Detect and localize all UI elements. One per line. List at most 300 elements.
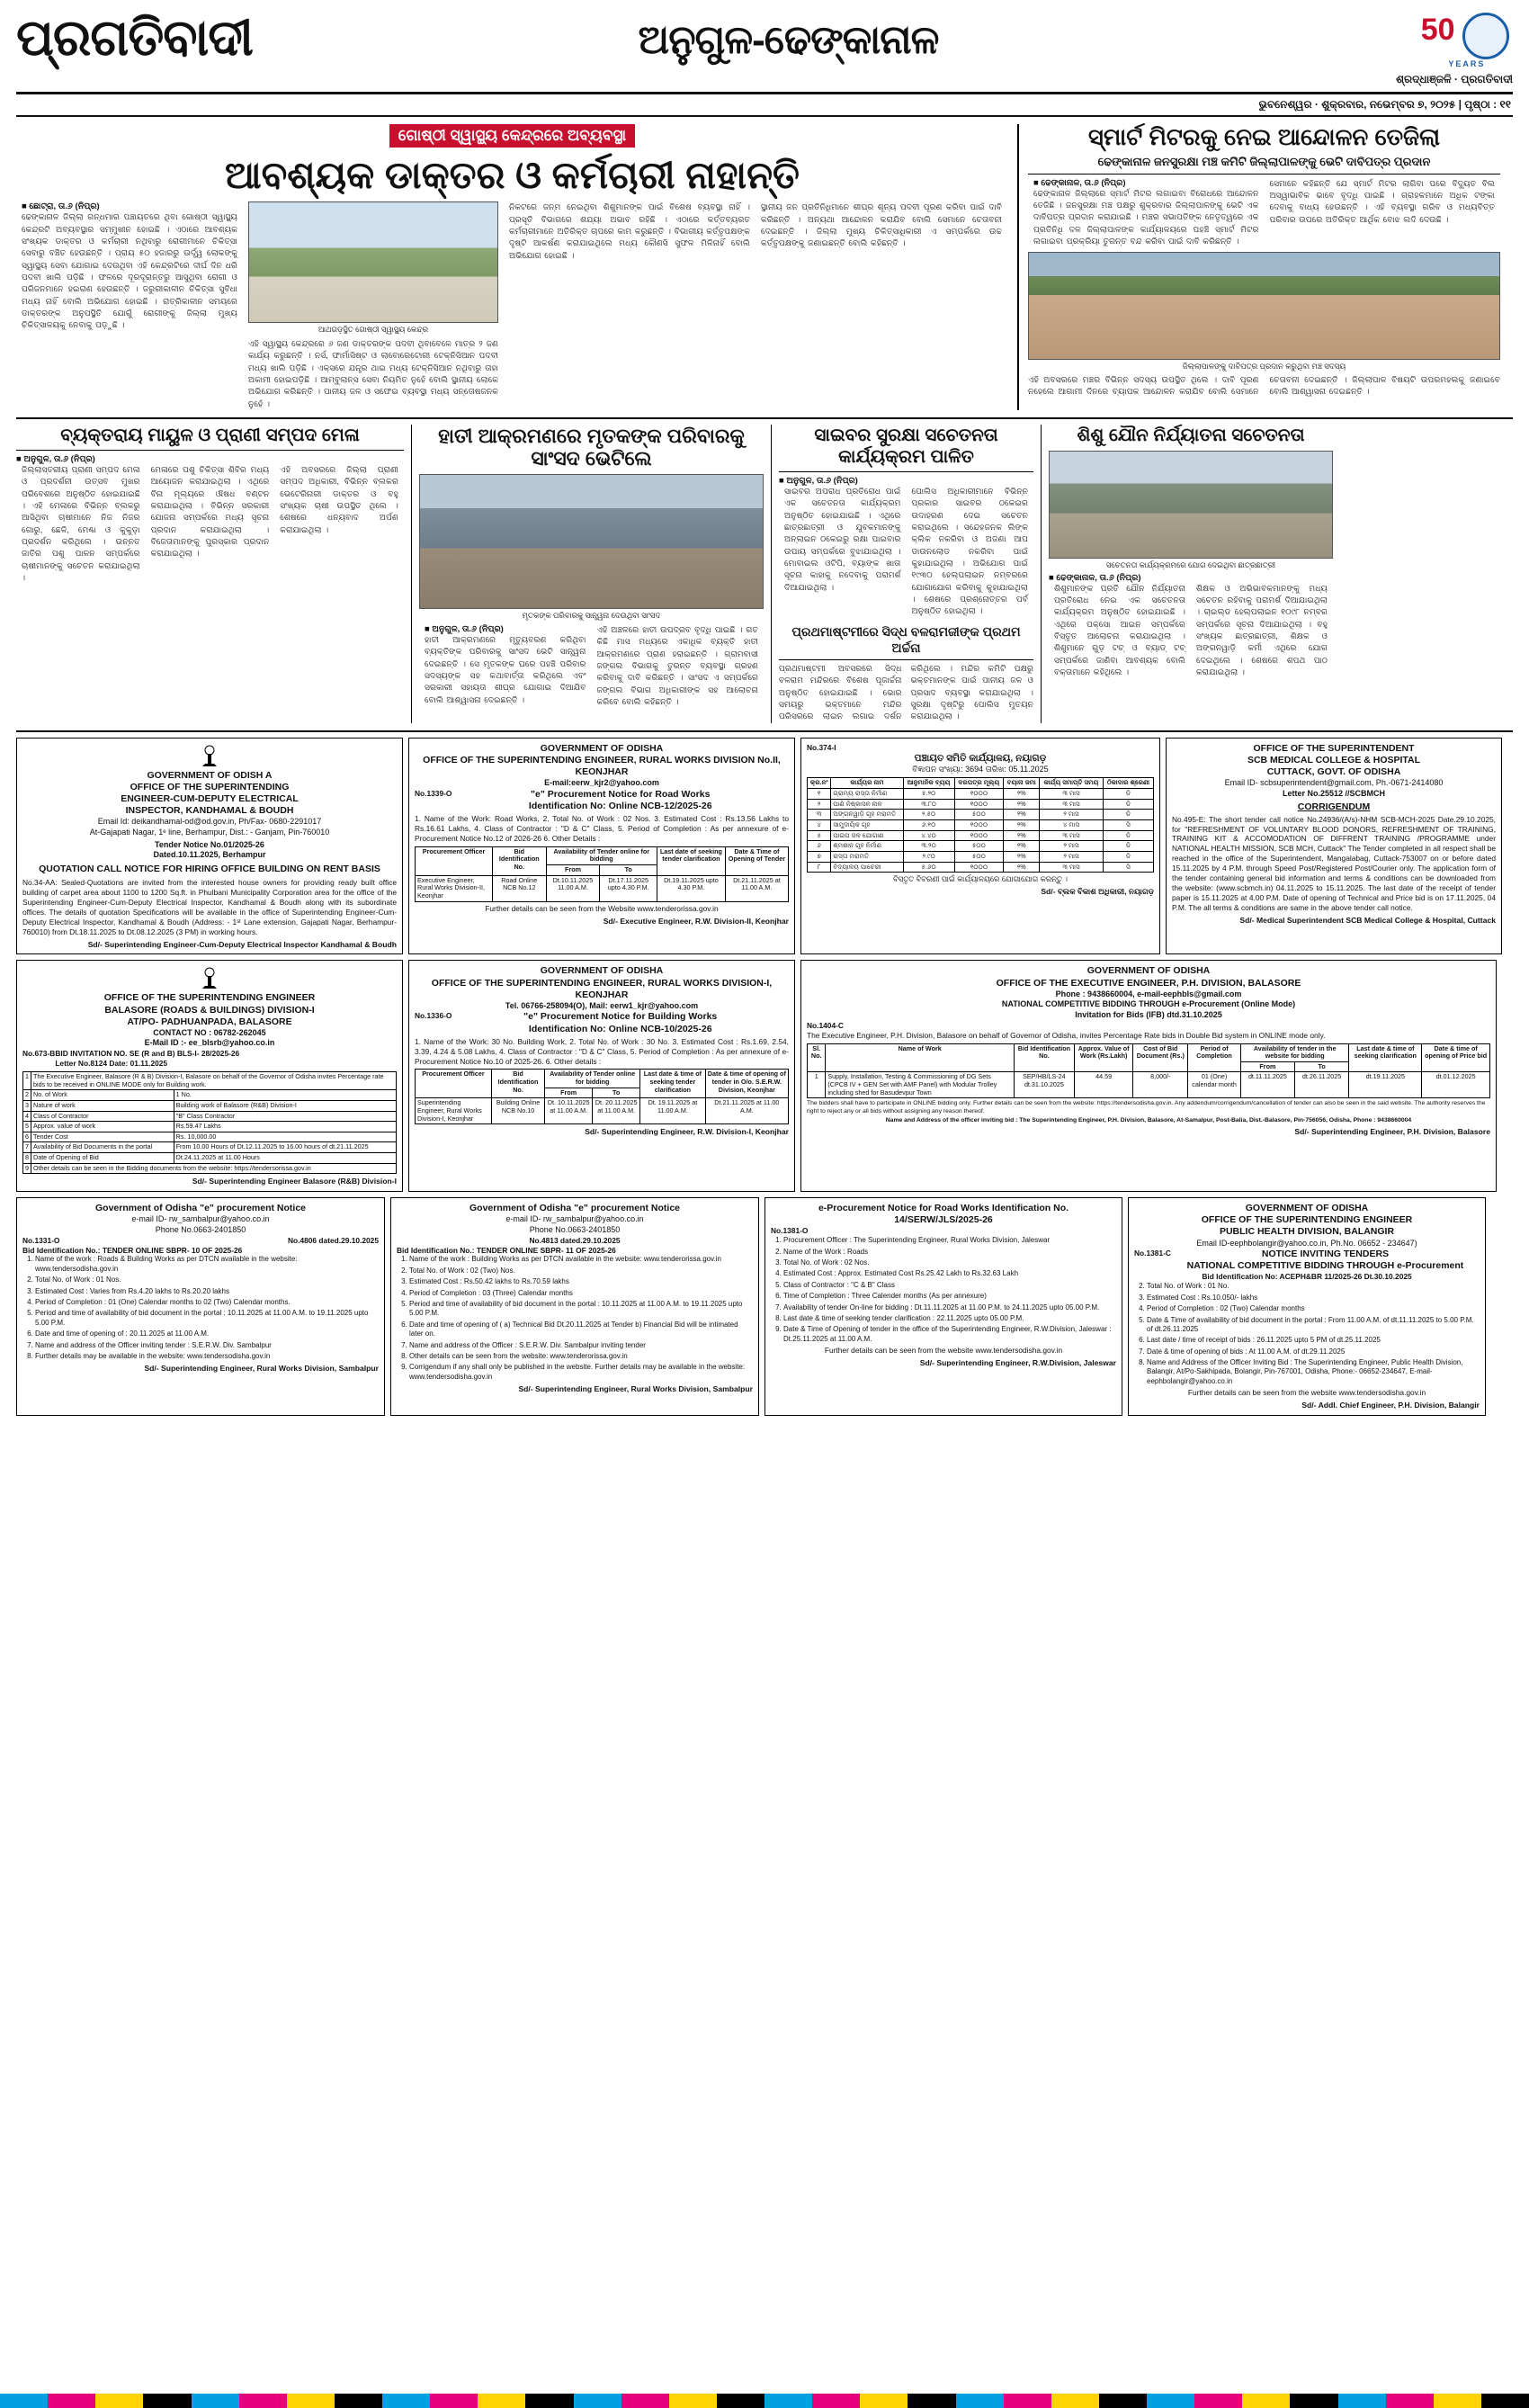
- blr-r3c0: 4: [23, 1111, 31, 1122]
- sb1-phone: Phone No.0663-2401850: [155, 1224, 246, 1234]
- list-item: 6. Time of Completion : Three Calender months (As per annexure): [783, 1292, 1116, 1301]
- tender-keonjhar-rwd1: [408, 960, 795, 1192]
- shishu-col-2: [1191, 583, 1333, 679]
- phb-td-4: 8,000/-: [1133, 1072, 1188, 1098]
- kj2-td-5: Dt.21.11.2025 at 11.00 A.M.: [725, 875, 788, 901]
- ps-r7c4: ୨%: [1004, 862, 1040, 873]
- shishu-photo-caption: ସଚେତନତା କାର୍ଯ୍ୟକ୍ରମରେ ଯୋଗ ଦେଇଥିବା ଛାତ୍ରଛାତ୍ରୀ: [1105, 559, 1276, 569]
- blr-r6c1: Availability of Bid Documents in the portal: [31, 1142, 174, 1153]
- table-row: [808, 862, 1154, 873]
- shishu-text-2: ଶିକ୍ଷକ ଓ ଅଭିଭାବକମାନଙ୍କୁ ମଧ୍ୟ ସଚେତନ ରହିବାକୁ ପରାମର୍ଶ ଦିଆଯାଇଥିଲା । ଚାଇଲ୍ଡ ହେଲ୍ପଲାଇନ ୧୦୯୮ ନମ୍ବର ସମ୍ପର୍କରେ ସୂଚନା ଦିଆଯାଇଥିଲା । ବହୁ ସଂଖ୍ୟକ ଛାତ୍ରଛାତ୍ରୀ, ଶିକ୍ଷକ ଓ ଅଙ୍ଗନୱାଡ଼ି କର୍ମୀ ଏଥିରେ ଯୋଗ ଦେଇଥିଲେ । ଶେଷରେ ଶପଥ ପାଠ କରାଯାଇଥିଲା ।: [1196, 583, 1328, 676]
- list-item: 9. Corrigendum if any shall only be published in the website. Further details may be available in the website: www.tendersodisha.gov.in: [409, 1363, 753, 1382]
- color-registration-block: [382, 2394, 430, 2408]
- cyber-dateline: ■ ଅନୁଗୁଳ, ତା.୬ (ନିପ୍ର): [779, 475, 858, 486]
- lead-story: [16, 124, 1019, 410]
- anniversary-block: [1324, 13, 1513, 86]
- list-item: 1. Name of the work : Building Works as per DTCN available in the website: www.tenderorissa.gov.in: [409, 1255, 753, 1264]
- ps-r5c2: ୩.୨୦: [903, 841, 954, 852]
- kj1-header-0: GOVERNMENT OF ODISHA: [540, 965, 664, 977]
- lead-text-4: ସ୍ଥାନୀୟ ଜନ ପ୍ରତିନିଧିମାନେ ଶୀଘ୍ର ଶୂନ୍ୟ ପଦବୀ ପୂରଣ କରିବା ପାଇଁ ଦାବି କରିଛନ୍ତି । ଅନ୍ୟଥା ଆନ୍ଦୋଳନ କରାଯିବ ବୋଲି ସେମାନେ ଚେତାବନୀ ଦେଇଛନ୍ତି । ଜିଲ୍ଲା ମୁଖ୍ୟ ଚିକିତ୍ସାଧିକାରୀ ଏ ସମ୍ପର୍କରେ ଉଚ୍ଚ କର୍ତ୍ତୃପକ୍ଷଙ୍କୁ ଜଣାଇଛନ୍ତି ବୋଲି କହିଛନ୍ତି ।: [761, 202, 1002, 248]
- table-row: [23, 1071, 397, 1089]
- shishu-col-1: [1049, 583, 1191, 679]
- hati-dateline: ■ ଅନୁଗୁଳ, ତା.୬ (ନିପ୍ର): [425, 624, 504, 635]
- list-item: 8. Last date & time of seeking tender clarification : 22.11.2025 upto 05.00 P.M.: [783, 1314, 1116, 1323]
- kj2-title: "e" Procurement Notice for Road Works: [531, 788, 711, 800]
- kj1-td-2: Dt. 10.11.2025 at 11.00 A.M.: [545, 1098, 593, 1124]
- list-item: 3. Estimated Cost : Rs.50.42 lakhs to Rs.70.59 lakhs: [409, 1277, 753, 1286]
- phb-td-6: dt.11.11.2025: [1240, 1072, 1294, 1098]
- blr-r5c1: Tender Cost: [31, 1132, 174, 1142]
- tender-row-1: [16, 738, 1513, 955]
- hati-headline: ହାତୀ ଆକ୍ରମଣରେ ମୃତକଙ୍କ ପରିବାରକୁ ସାଂସଦ ଭେଟିଲେ: [438, 424, 745, 470]
- hati-photo: [419, 474, 764, 609]
- story-hati: [412, 425, 772, 723]
- ps-r2c6: ଡି: [1103, 810, 1153, 820]
- ps-th-4: ବୟାନା ଜମା: [1004, 778, 1040, 789]
- jl-footer: Further details can be seen from the website www.tendersodisha.gov.in: [824, 1346, 1063, 1356]
- color-registration-block: [287, 2394, 335, 2408]
- color-registration-strip: [0, 2394, 1529, 2408]
- ps-r0c3: ୧୦୦୦: [954, 789, 1004, 800]
- shishu-body: [1049, 583, 1333, 679]
- ps-r5c3: ୫୦୦: [954, 841, 1004, 852]
- phb-th-8: Last date & time of seeking clarification: [1349, 1043, 1422, 1072]
- color-registration-block: [669, 2394, 717, 2408]
- scb-header-1: SCB MEDICAL COLLEGE & HOSPITAL: [1247, 754, 1421, 765]
- pbg-subtitle: NATIONAL COMPETITIVE BIDDING THROUGH e-Procurement: [1186, 1260, 1464, 1272]
- color-registration-block: [574, 2394, 621, 2408]
- tender-row-2: [16, 960, 1513, 1192]
- kj1-th-2: Availability of Tender online for bidding: [545, 1070, 640, 1088]
- cyber-headline: ସାଇବର ସୁରକ୍ଷା ସଚେତନତା କାର୍ଯ୍ୟକ୍ରମ ପାଳିତ: [814, 425, 998, 467]
- shishu-photo: [1049, 451, 1333, 559]
- blr-r4c1: Approx. value of work: [31, 1122, 174, 1132]
- kj2-header-0: GOVERNMENT OF ODISHA: [540, 742, 664, 754]
- masthead: [16, 9, 1513, 94]
- ps-r2c3: ୫୦୦: [954, 810, 1004, 820]
- table-row: [808, 830, 1154, 841]
- blr-header-1: BALASORE (ROADS & BUILDINGS) DIVISION-I: [104, 1004, 315, 1016]
- kj1-th-sub-0: From: [545, 1088, 593, 1098]
- kj1-contact: Tel. 06766-258094(O), Mail: eerw1_kjr@yahoo.com: [505, 1000, 699, 1010]
- list-item: 2. Total No. of Work : 01 No.: [1147, 1282, 1480, 1291]
- ps-r3c2: ୬.୧୦: [903, 820, 954, 831]
- ps-table: [807, 777, 1154, 873]
- color-registration-block: [1004, 2394, 1051, 2408]
- color-registration-block: [908, 2394, 955, 2408]
- sb2-signature: Sd/- Superintending Engineer, Rural Works Division, Sambalpur: [518, 1384, 753, 1394]
- ps-r1c0: ୨: [808, 799, 831, 810]
- color-registration-block: [812, 2394, 860, 2408]
- ps-r7c2: ୫.୬୦: [903, 862, 954, 873]
- blr-r6c0: 7: [23, 1142, 31, 1153]
- ps-no: No.374-I: [807, 742, 836, 752]
- blr-r4c2: Rs.59.47 Lakhs: [174, 1122, 396, 1132]
- blr-no: No.673-B: [22, 1049, 56, 1059]
- kj2-table: [415, 846, 789, 902]
- list-item: 3. Total No. of Work : 02 Nos.: [783, 1258, 1116, 1267]
- tender-jaleswar: [764, 1197, 1122, 1416]
- ps-r2c4: ୨%: [1004, 810, 1040, 820]
- blr-letter: Letter No.8124 Date: 01.11.2025: [55, 1059, 168, 1069]
- smartmeter-dateline: ■ ଢେଙ୍କାନାଳ, ତା.୬ (ନିପ୍ର): [1033, 177, 1126, 188]
- phb-no: No.1404-C: [807, 1020, 844, 1030]
- phb-body: The Executive Engineer, P.H. Division, Balasore on behalf of Governor of Odisha, invites Percentage Rate bids in Double Bid system in ONLINE mode only.: [807, 1030, 1326, 1040]
- color-registration-block: [1194, 2394, 1242, 2408]
- blr-r7c1: Date of Opening of Bid: [31, 1153, 174, 1164]
- anniversary-years-label: YEARS: [1448, 59, 1486, 68]
- tender-scb-corrigendum: [1166, 738, 1502, 955]
- lead-dateline: ■ ଛୋଟ୍ରା, ତା.୬ (ନିପ୍ର): [22, 201, 100, 212]
- phb-th-sub-1: To: [1294, 1061, 1349, 1072]
- ps-r6c4: ୨%: [1004, 851, 1040, 862]
- ps-r3c4: ୨%: [1004, 820, 1040, 831]
- government-emblem-icon: [198, 743, 221, 770]
- government-emblem-icon: [198, 965, 221, 992]
- cyber-sub-headline: ପ୍ରଥମାଷ୍ଟମୀରେ ସିଦ୍ଧ ବଳରାମଜୀଙ୍କ ପ୍ରଥମ ଅର୍ଚ୍ଚନା: [791, 623, 1021, 655]
- ps-r0c2: ୫.୨୦: [903, 789, 954, 800]
- list-item: 8. Further details may be available in the website: www.tendersodisha.gov.in: [35, 1352, 379, 1361]
- kb-header-1: OFFICE OF THE SUPERINTENDING: [130, 781, 290, 792]
- sb1-items: [22, 1255, 379, 1361]
- list-item: 4. Estimated Cost : Approx. Estimated Cost Rs.25.42 Lakh to Rs.32.63 Lakh: [783, 1269, 1116, 1278]
- blr-r7c0: 8: [23, 1153, 31, 1164]
- newspaper-logo: ପ୍ରଗତିବାଦୀ: [16, 9, 253, 66]
- list-item: 7. Date & time of opening of bids : At 11.00 A.M. of dt.29.11.2025: [1147, 1347, 1480, 1356]
- pbg-header-2: PUBLIC HEALTH DIVISION, BALANGIR: [1219, 1226, 1395, 1238]
- list-item: 4. Period of Completion : 02 (Two) Calendar months: [1147, 1304, 1480, 1313]
- hati-col-2: [592, 624, 764, 708]
- color-registration-block: [1290, 2394, 1337, 2408]
- kj2-footer: Further details can be seen from the Website www.tenderorissa.gov.in: [485, 903, 719, 913]
- list-item: 5. Date & Time of availability of bid document in the portal : From 11.00 A.M. of dt.11.11.2025 to 5.00 P.M. of dt.26.11.2025: [1147, 1316, 1480, 1335]
- scb-header-2: CUTTACK, GOVT. OF ODISHA: [1266, 766, 1401, 777]
- ps-r4c4: ୨%: [1004, 830, 1040, 841]
- hati-text-2: ଏହି ଅଞ୍ଚଳରେ ହାତୀ ଉପଦ୍ରବ ବୃଦ୍ଧି ପାଇଛି । ଗତ କିଛି ମାସ ମଧ୍ୟରେ ଏକାଧିକ ବ୍ୟକ୍ତି ହାତୀ ଆକ୍ରମଣରେ ପ୍ରାଣ ହରାଇଛନ୍ତି । ଗ୍ରାମବାସୀ ଜଙ୍ଗଲ ବିଭାଗକୁ ତୁରନ୍ତ ବ୍ୟବସ୍ଥା ଗ୍ରହଣ କରିବାକୁ ଦାବି କରିଛନ୍ତି । ସାଂସଦ ଏ ସମ୍ପର୍କରେ ଜଙ୍ଗଲ ବିଭାଗ ଅଧିକାରୀଙ୍କ ସହ ଆଲୋଚନା କରିବେ ବୋଲି କହିଛନ୍ତି ।: [596, 625, 758, 707]
- tender-col-mid: [408, 738, 795, 955]
- lead-col-4: [756, 201, 1007, 410]
- tender-sambalpur-2: [390, 1197, 759, 1416]
- lead-text-1: ଢେଙ୍କାନାଳ ଜିଲ୍ଲା ଗନ୍ଧମାର ପଞ୍ଚାୟତରେ ଥିବା ଗୋଷ୍ଠୀ ସ୍ୱାସ୍ଥ୍ୟ କେନ୍ଦ୍ରଟି ଅବ୍ୟବସ୍ଥାର ସମ୍ମୁଖୀନ ହୋଇଛି । ଏଠାରେ ଆବଶ୍ୟକ ସଂଖ୍ୟକ ଡାକ୍ତର ଓ କର୍ମଚାରୀ ନଥିବାରୁ ରୋଗୀମାନେ ଚିକିତ୍ସା ସେବାରୁ ବଞ୍ଚିତ ହେଉଛନ୍ତି । ପ୍ରାୟ ୫୦ ହଜାରରୁ ଊର୍ଦ୍ଧ୍ୱ ଲୋକଙ୍କୁ ସ୍ୱାସ୍ଥ୍ୟ ସେବା ଯୋଗାଇ ଦେଉଥିବା ଏହି କେନ୍ଦ୍ରଟିରେ ଦୀର୍ଘ ଦିନ ଧରି ପଦବୀ ଖାଲି ପଡ଼ିଛି । ଫଳରେ ଦୂରଦୂରାନ୍ତରୁ ଆସୁଥିବା ରୋଗୀ ଓ ପରିଜନମାନେ ହଇରାଣ ହେଉଛନ୍ତି । ଜରୁରୀକାଳୀନ ଚିକିତ୍ସା ସୁବିଧା ମଧ୍ୟ ନାହିଁ ବୋଲି ଅଭିଯୋଗ ହୋଇଛି । ରାତ୍ରିକାଳୀନ ସମୟରେ ଡାକ୍ତରଙ୍କ ଅନୁପସ୍ଥିତି ଯୋଗୁଁ ରୋଗୀଙ୍କୁ ଜିଲ୍ଲା ମୁଖ୍ୟ ଚିକିତ୍ସାଳୟକୁ ନେବାକୁ ପଡ଼ୁଛି ।: [22, 212, 237, 330]
- kj2-td-0: Executive Engineer, Rural Works Division-II, Keonjhar: [416, 875, 493, 901]
- jl-items: [771, 1236, 1116, 1344]
- kj2-body: 1. Name of the Work: Road Works, 2. Total No. of Work : 02 Nos. 3. Estimated Cost : Rs.13.56 Lakhs to Rs.16.61 Lakhs, 4. Class of Contractor : "D & C" Class, 5. Period of Completion : As per annexure of e-Procurement Notice No.12 of 2026-26 6. Other Details :: [415, 814, 789, 843]
- list-item: 6. Date and time of opening of : 20.11.2025 at 11.00 A.M.: [35, 1329, 379, 1338]
- ps-r7c3: ୧୦୦୦: [954, 862, 1004, 873]
- smartmeter-headline: ସ୍ମାର୍ଟ ମିଟରକୁ ନେଇ ଆନ୍ଦୋଳନ ତେଜିଲା: [1087, 123, 1441, 150]
- color-registration-block: [1481, 2394, 1529, 2408]
- ps-r4c2: ୪.୪୦: [903, 830, 954, 841]
- story-cyber: [772, 425, 1042, 723]
- kj1-td-5: Dt.21.11.2025 at 11.00 A.M.: [705, 1098, 788, 1124]
- table-row: [23, 1111, 397, 1122]
- smartmeter-col-2: [1265, 178, 1501, 248]
- table-row: [23, 1142, 397, 1153]
- lead-text-2: ଏହି ସ୍ୱାସ୍ଥ୍ୟ କେନ୍ଦ୍ରରେ ୬ ଜଣ ଡାକ୍ତରଙ୍କ ପଦବୀ ଥିବାବେଳେ ମାତ୍ର ୨ ଜଣ କାର୍ଯ୍ୟ କରୁଛନ୍ତି । ନର୍ସ, ଫାର୍ମାସିଷ୍ଟ ଓ ଲାବୋରେଟୋରୀ ଟେକ୍ନିସିଆନ ପଦବୀ ମଧ୍ୟ ଖାଲି ପଡ଼ିଛି । ଏକ୍ସରେ ଯନ୍ତ୍ର ଥାଇ ମଧ୍ୟ ଟେକ୍ନିସିଆନ ନଥିବାରୁ ତାହା ଅକାମୀ ହୋଇପଡ଼ିଛି । ଆମ୍ବୁଲାନ୍ସ ସେବା ନିୟମିତ ନୁହେଁ ବୋଲି ସ୍ଥାନୀୟ ଲୋକେ ଅଭିଯୋଗ କରିଛନ୍ତି । ପାନୀୟ ଜଳ ଓ ସଫେଇ ବ୍ୟବସ୍ଥା ମଧ୍ୟ ସନ୍ତୋଷଜନକ ନୁହେଁ ।: [248, 338, 498, 408]
- ps-r6c0: ୭: [808, 851, 831, 862]
- ps-r6c5: ୨ ମାସ: [1040, 851, 1104, 862]
- phb-th-5: Period of Completion: [1188, 1043, 1241, 1072]
- blr-r0c1: The Executive Engineer, Balasore (R & B) Division-I, Balasore on behalf of the Governor of Odisha invites Percentage rate bids to be received in ONLINE MODE only for Building work.: [31, 1071, 397, 1089]
- ps-r4c6: ଡି: [1103, 830, 1153, 841]
- smartmeter-col-1: [1028, 178, 1265, 248]
- kj1-td-1: Building Online NCB No.10: [491, 1098, 544, 1124]
- story-pashu-mela: [16, 425, 412, 723]
- blr-r3c1: Class of Contractor: [31, 1111, 174, 1122]
- blr-r5c0: 6: [23, 1132, 31, 1142]
- ps-r3c6: ସି: [1103, 820, 1153, 831]
- phb-th-6: Availability of tender in the website for bidding: [1240, 1043, 1348, 1061]
- kj2-no: No.1339-O: [415, 788, 452, 798]
- ps-meta: ବିଜ୍ଞାପନ ସଂଖ୍ୟା: 3694 ତାରିଖ: 05.11.2025: [912, 764, 1049, 774]
- shishu-headline: ଶିଶୁ ଯୌନ ନିର୍ଯ୍ୟାତନା ସଚେତନତା: [1077, 425, 1305, 445]
- ps-r2c2: ୨.୫୦: [903, 810, 954, 820]
- kj1-th-4: Last date & time of seeking tender clarification: [640, 1070, 706, 1098]
- kj1-th-sub-1: To: [593, 1088, 640, 1098]
- sb2-email: e-mail ID- rw_sambalpur@yahoo.co.in: [505, 1214, 644, 1224]
- kj2-th-5: Date & Time of Opening of Tender: [725, 846, 788, 875]
- table-row: [23, 1153, 397, 1164]
- list-item: 7. Name and address of the Officer inviting tender : S.E.R.W. Div. Sambalpur: [35, 1341, 379, 1350]
- scb-signature: Sd/- Medical Superintendent SCB Medical College & Hospital, Cuttack: [1239, 915, 1496, 925]
- phb-td-1: Supply, Installation, Testing & Commissioning of DG Sets (CPCB IV + GEN Set with AMF Panel) with Modular Trolley including shed for Basudevpur Town: [826, 1072, 1015, 1098]
- kj1-identification: Identification No: Online NCB-10/2025-26: [528, 1023, 712, 1034]
- kj2-th-4: Last date of seeking tender clarification: [657, 846, 725, 875]
- dateline-right: ଭୁବନେଶ୍ୱର · ଶୁକ୍ରବାର, ନଭେମ୍ବର ୭, ୨୦୨୫ | ପୃଷ୍ଠା : ୧୧: [1258, 98, 1511, 111]
- color-registration-block: [0, 2394, 48, 2408]
- list-item: 4. Period of Completion : 03 (Three) Calendar months: [409, 1289, 753, 1298]
- sb1-header: Government of Odisha "e" procurement Notice: [95, 1203, 306, 1214]
- color-registration-block: [956, 2394, 1004, 2408]
- table-row: [808, 799, 1154, 810]
- kj1-no: No.1336-O: [415, 1011, 452, 1021]
- color-registration-block: [621, 2394, 669, 2408]
- ps-th-0: କ୍ର.ନଂ: [808, 778, 831, 789]
- color-registration-block: [239, 2394, 287, 2408]
- smartmeter-text-1: ଢେଙ୍କାନାଳ ଜିଲ୍ଲାରେ ସ୍ମାର୍ଟ ମିଟର ଲଗାଇବା ବିରୋଧରେ ଆନ୍ଦୋଳନ ତେଜିଛି । ଜନସୁରକ୍ଷା ମଞ୍ଚ ପକ୍ଷରୁ ଶୁକ୍ରବାର ଜିଲ୍ଲାପାଳଙ୍କୁ ଭେଟି ଏକ ଦାବିପତ୍ର ପ୍ରଦାନ କରାଯାଇଛି । ମଞ୍ଚର ସଭାପତିଙ୍କ ନେତୃତ୍ୱରେ ଏକ ପ୍ରତିନିଧି ଦଳ ଜିଲ୍ଲାପାଳଙ୍କ କାର୍ଯ୍ୟାଳୟରେ ପହଞ୍ଚି ସ୍ମାର୍ଟ ମିଟର ଲଗାଇବା ପ୍ରକ୍ରିୟା ତୁରନ୍ତ ବନ୍ଦ କରିବା ପାଇଁ ଦାବି କରିଛନ୍ତି ।: [1033, 188, 1259, 246]
- color-registration-block: [430, 2394, 478, 2408]
- color-registration-block: [1386, 2394, 1434, 2408]
- ps-r0c5: ୩ ମାସ: [1040, 789, 1104, 800]
- ps-r7c5: ୩ ମାସ: [1040, 862, 1104, 873]
- pbg-title: NOTICE INVITING TENDERS: [1261, 1249, 1390, 1260]
- sb1-dated: No.4806 dated.29.10.2025: [287, 1235, 379, 1245]
- table-row: [808, 841, 1154, 852]
- lead-photo-caption: ଆଥଗଡ଼ସ୍ଥିତ ଗୋଷ୍ଠୀ ସ୍ୱାସ୍ଥ୍ୟ କେନ୍ଦ୍ର: [317, 325, 429, 335]
- table-row: [23, 1163, 397, 1174]
- blr-header-0: OFFICE OF THE SUPERINTENDING ENGINEER: [103, 992, 316, 1004]
- phb-td-0: 1: [808, 1072, 826, 1098]
- list-item: 3. Estimated Cost : Rs.10.050/- lakhs: [1147, 1294, 1480, 1302]
- color-registration-block: [1242, 2394, 1290, 2408]
- kj1-th-0: Procurement Officer: [416, 1070, 492, 1098]
- phb-header-1: OFFICE OF THE EXECUTIVE ENGINEER, P.H. DIVISION, BALASORE: [996, 977, 1301, 989]
- table-row: [808, 810, 1154, 820]
- kj1-body: 1. Name of the Work: 30 No. Building Work, 2. Total No. of Work : 30 No. 3. Estimated Cost : Rs.1.69, 2.54, 3.39, 4.24 & 5.08 Lakhs, 4. Class of Contractor : "D & C" Class, 5. Period of Completion : As per annexure of e-Procurement Notice No.10 of 2025-26. 6. Other details :: [415, 1036, 789, 1066]
- phb-phone: Phone : 9438660004, e-mail-eephbls@gmail.com: [1055, 989, 1242, 998]
- color-registration-block: [764, 2394, 812, 2408]
- list-item: 5. Period and time of availability of bid document in the portal : 10.11.2025 at 11.00 A.M. to 19.11.2025 upto 5.00 P.M.: [35, 1309, 379, 1328]
- ps-th-2: ଆନୁମାନିକ ବ୍ୟୟ: [903, 778, 954, 789]
- list-item: 6. Last date / time of receipt of bids : 26.11.2025 upto 5 PM of dt.25.11.2025: [1147, 1336, 1480, 1345]
- smartmeter-text-3: ଏହି ଅବସରରେ ମଞ୍ଚର ବିଭିନ୍ନ ସଦସ୍ୟ ଉପସ୍ଥିତ ଥିଲେ । ଦାବି ପୂରଣ ନହେଲେ ଆଗାମୀ ଦିନରେ ବ୍ୟାପକ ଆନ୍ଦୋଳନ କରାଯିବ ବୋଲି ସେମାନେ ଚେତାବନୀ ଦେଇଛନ୍ତି । ଜିଲ୍ଲାପାଳ ବିଷୟଟି ଉପରମହଲକୁ ଜଣାଇବେ ବୋଲି ଆଶ୍ୱାସନା ଦେଇଛନ୍ତି ।: [1028, 375, 1500, 397]
- color-registration-block: [335, 2394, 382, 2408]
- scb-email: Email ID- scbsuperintendent@gmail.com, Ph.-0671-2414080: [1224, 778, 1444, 788]
- ps-r1c2: ୩.୮୦: [903, 799, 954, 810]
- blr-signature: Sd/- Superintending Engineer Balasore (R&B) Division-I: [192, 1177, 397, 1186]
- kb-meta-1: Dated.10.11.2025, Berhampur: [153, 850, 266, 860]
- cyber-col-1: [779, 486, 907, 618]
- blr-r1c2: 1 No.: [174, 1090, 396, 1101]
- ps-th-3: ଦରପତ୍ର ମୂଲ୍ୟ: [954, 778, 1004, 789]
- kb-signature: Sd/- Superintending Engineer-Cum-Deputy Electrical Inspector Kandhamal & Boudh: [87, 939, 397, 949]
- ps-r0c4: ୨%: [1004, 789, 1040, 800]
- table-row: [416, 875, 789, 901]
- phb-th-4: Cost of Bid Document (Rs.): [1133, 1043, 1188, 1072]
- top-section: [16, 124, 1513, 410]
- color-registration-block: [192, 2394, 239, 2408]
- color-registration-block: [525, 2394, 573, 2408]
- ps-r2c0: ୩: [808, 810, 831, 820]
- kj2-th-sub-1: To: [600, 865, 657, 876]
- blr-r4c0: 5: [23, 1122, 31, 1132]
- phb-header-0: GOVERNMENT OF ODISHA: [1086, 965, 1211, 977]
- kj1-td-4: Dt. 19.11.2025 at 11.00 A.M.: [640, 1098, 706, 1124]
- phb-td-5: 01 (One) calendar month: [1188, 1072, 1241, 1098]
- tender-ph-balangir: [1128, 1197, 1486, 1416]
- phb-footer2: Name and Address of the officer inviting bid : The Superintending Engineer, P.H. Division, Balasore, At-Samalpur, Post-Balia, Dist.-Balasore, Pin-756056, Odisha, Phone : 9438660004: [885, 1116, 1412, 1123]
- ps-r2c5: ୨ ମାସ: [1040, 810, 1104, 820]
- color-registration-block: [95, 2394, 143, 2408]
- kj1-td-0: Superintending Engineer, Rural Works Division-I, Keonjhar: [416, 1098, 492, 1124]
- sb2-header: Government of Odisha "e" procurement Notice: [469, 1203, 680, 1214]
- ps-r6c3: ୫୦୦: [954, 851, 1004, 862]
- shishu-dateline: ■ ଢେଙ୍କାନାଳ, ତା.୬ (ନିପ୍ର): [1049, 572, 1141, 583]
- blr-r8c0: 9: [23, 1163, 31, 1174]
- color-registration-block: [478, 2394, 525, 2408]
- kj2-td-1: Road Online NCB No.12: [493, 875, 546, 901]
- blr-r3c2: "B" Class Contractor: [174, 1111, 396, 1122]
- ps-r3c3: ୧୦୦୦: [954, 820, 1004, 831]
- pashu-text-1: ଜିଲ୍ଲାସ୍ତରୀୟ ପ୍ରାଣୀ ସମ୍ପଦ ମେଳା ଓ ପ୍ରଦର୍ଶନୀ ଉତ୍ସବ ମୁଖର ପରିବେଶରେ ଅନୁଷ୍ଠିତ ହୋଇଯାଇଛି । ଏହି ମେଳାରେ ବିଭିନ୍ନ ବ୍ଲକରୁ ଆସିଥିବା ଚାଷୀମାନେ ନିଜ ନିଜର ଗୋରୁ, ଛେଳି, ମେଣ୍ଢା ଓ କୁକୁଡ଼ା ପ୍ରଦର୍ଶନ କରିଥିଲେ । ଉନ୍ନତ ଜାତିର ପଶୁ ପାଳନ ସମ୍ପର୍କରେ ଚାଷୀମାନଙ୍କୁ ସଚେତନ କରାଯାଇଥିଲା ।: [22, 464, 140, 582]
- lead-photo: [248, 201, 498, 323]
- kj2-th-1: Bid Identification No.: [493, 846, 546, 875]
- table-row: [416, 1098, 789, 1124]
- ps-r7c6: ସି: [1103, 862, 1153, 873]
- phb-table: [807, 1043, 1490, 1099]
- phb-th-2: Bid Identification No.: [1014, 1043, 1074, 1072]
- color-registration-block: [1099, 2394, 1147, 2408]
- list-item: 7. Availability of tender On-line for bidding : Dt.11.11.2025 at 11.00 P.M. to 24.11.2025 upto 05.00 P.M.: [783, 1303, 1116, 1312]
- phb-th-0: Sl. No.: [808, 1043, 826, 1072]
- lead-col-1: [16, 201, 243, 410]
- sb2-bid-id: Bid Identification No.: TENDER ONLINE SBPR- 11 OF 2025-26: [397, 1245, 616, 1255]
- blr-r2c1: Nature of work: [31, 1100, 174, 1111]
- jl-no: No.1381-O: [771, 1226, 809, 1236]
- kj1-header-1: OFFICE OF THE SUPERINTENDING ENGINEER, RURAL WORKS DIVISION-I, KEONJHAR: [431, 977, 773, 1000]
- sb1-no: No.1331-O: [22, 1235, 60, 1245]
- cyber-body: [779, 486, 1033, 618]
- kj1-title: "e" Procurement Notice for Building Works: [523, 1011, 718, 1023]
- ps-r5c0: ୬: [808, 841, 831, 852]
- ps-r4c5: ୩ ମାସ: [1040, 830, 1104, 841]
- ps-th-6: ଠିକାଦାର ଶ୍ରେଣୀ: [1103, 778, 1153, 789]
- anniversary-seal-icon: [1462, 13, 1509, 59]
- tender-row-3: [16, 1197, 1513, 1416]
- list-item: 1. Name of the work : Roads & Building Works as per DTCN available in the website: www.tendersodisha.gov.in: [35, 1255, 379, 1274]
- ps-r4c0: ୫: [808, 830, 831, 841]
- smartmeter-text-2: ସେମାନେ କହିଛନ୍ତି ଯେ ସ୍ମାର୍ଟ ମିଟର ଲାଗିବା ପରେ ବିଦ୍ୟୁତ ବିଲ ଅସ୍ୱାଭାବିକ ଭାବେ ବୃଦ୍ଧି ପାଇଛି । ଗ୍ରାହକମାନେ ଅଧିକ ଟଙ୍କା ଦେବାକୁ ବାଧ୍ୟ ହେଉଛନ୍ତି । ଏହି ବ୍ୟବସ୍ଥା ଗରିବ ଓ ମଧ୍ୟବିତ୍ତ ପରିବାର ଉପରେ ଅତିରିକ୍ତ ଆର୍ଥିକ ବୋଝ ଲଦି ଦେଉଛି ।: [1269, 178, 1495, 224]
- ps-r0c1: ଗ୍ରାମ୍ୟ ରାସ୍ତା ନିର୍ମାଣ: [831, 789, 903, 800]
- shishu-text-1: ଶିଶୁମାନଙ୍କ ପ୍ରତି ଯୌନ ନିର୍ଯ୍ୟାତନା ପ୍ରତିରୋଧ ନେଇ ଏକ ସଚେତନତା କାର୍ଯ୍ୟକ୍ରମ ଅନୁଷ୍ଠିତ ହୋଇଯାଇଛି । ଏଥିରେ ପକ୍‌ସୋ ଆଇନ ସମ୍ପର୍କରେ ବିସ୍ତୃତ ଆଲୋଚନା କରାଯାଇଥିଲା । ଶିଶୁମାନେ ଗୁଡ଼ ଟଚ୍ ଓ ବ୍ୟାଡ୍ ଟଚ୍ ସମ୍ପର୍କରେ ଜାଣିବା ଆବଶ୍ୟକ ବୋଲି ବକ୍ତାମାନେ କହିଥିଲେ ।: [1054, 583, 1185, 676]
- kj2-td-3: Dt.17.11.2025 upto 4.30 P.M.: [600, 875, 657, 901]
- cyber-text-1: ସାଇବର ଅପରାଧ ପ୍ରତିରୋଧ ପାଇଁ ଏକ ସଚେତନତା କାର୍ଯ୍ୟକ୍ରମ ଅନୁଷ୍ଠିତ ହୋଇଯାଇଛି । ଏଥିରେ ଛାତ୍ରଛାତ୍ରୀ ଓ ଯୁବକମାନଙ୍କୁ ଅନ୍‌ଲାଇନ ଠକେଇରୁ ରକ୍ଷା ପାଇବାର ଉପାୟ ସମ୍ପର୍କରେ ବୁଝାଯାଇଥିଲା । ମୋବାଇଲ ଓଟିପି, ବ୍ୟାଙ୍କ ଖାତା ସୂଚନା କାହାକୁ ନଦେବାକୁ ପରାମର୍ଶ ଦିଆଯାଇଥିଲା ।: [784, 486, 901, 592]
- anniversary-number: 50: [1420, 13, 1455, 48]
- pashu-headline: ବ୍ୟକ୍ତରାୟ ମାୟୁଳ ଓ ପ୍ରାଣୀ ସମ୍ପଦ ମେଳା: [60, 425, 360, 445]
- lead-kicker: ଗୋଷ୍ଠୀ ସ୍ୱାସ୍ଥ୍ୟ କେନ୍ଦ୍ରରେ ଅବ୍ୟବସ୍ଥା: [389, 124, 635, 148]
- ps-r0c0: ୧: [808, 789, 831, 800]
- list-item: 2. Name of the Work : Roads: [783, 1248, 1116, 1257]
- pashu-body: [16, 464, 404, 584]
- kj1-th-1: Bid Identification No.: [491, 1070, 544, 1098]
- ps-r2c1: ଅଙ୍ଗନୱାଡ଼ି ଗୃହ ମରାମତି: [831, 810, 903, 820]
- kj2-td-2: Dt.10.11.2025 11.00 A.M.: [546, 875, 600, 901]
- lead-headline: ଆବଶ୍ୟକ ଡାକ୍ତର ଓ କର୍ମଚାରୀ ନାହାନ୍ତି: [224, 154, 800, 196]
- pbg-header-1: OFFICE OF THE SUPERINTENDING ENGINEER: [1201, 1214, 1413, 1226]
- kj2-identification: Identification No: Online NCB-12/2025-26: [528, 800, 712, 811]
- list-item: 2. Total No. of Work : 02 (Two) Nos.: [409, 1267, 753, 1276]
- ps-th-5: କାର୍ଯ୍ୟ ସମାପ୍ତି ସମୟ: [1040, 778, 1104, 789]
- pashu-col-3: [274, 464, 404, 584]
- table-row: [808, 820, 1154, 831]
- edition-title: ଅନୁଗୁଳ-ଢେଙ୍କାନାଳ: [638, 18, 939, 62]
- pbg-items: [1134, 1282, 1480, 1386]
- list-item: 7. Name and address of the Officer : S.E.R.W. Div. Sambalpur inviting tender: [409, 1341, 753, 1350]
- ps-r6c6: ଡି: [1103, 851, 1153, 862]
- blr-bid-invitation: BID INVITATION NO. SE (R and B) BLS-I- 28/2025-26: [55, 1049, 240, 1059]
- kj1-signature: Sd/- Superintending Engineer, R.W. Division-I, Keonjhar: [585, 1127, 789, 1137]
- lead-col-3: [504, 201, 756, 410]
- ps-r3c5: ୪ ମାସ: [1040, 820, 1104, 831]
- tender-kandhamal-boudh: [16, 738, 403, 955]
- blr-r2c2: Building work of Balasore (R&B) Division-I: [174, 1100, 396, 1111]
- kb-sub-0: Email Id: deikandhamal-od@od.gov.in, Ph/Fax- 0680-2291017: [97, 817, 322, 827]
- kj2-signature: Sd/- Executive Engineer, R.W. Division-II, Keonjhar: [603, 916, 789, 926]
- ps-r3c1: ସାମୁଦାୟିକ ଗୃହ: [831, 820, 903, 831]
- lead-col-2: [243, 201, 504, 410]
- jl-signature: Sd/- Superintending Engineer, R.W.Division, Jaleswar: [919, 1358, 1116, 1368]
- dateline-left: [18, 98, 21, 112]
- kj2-th-0: Procurement Officer: [416, 846, 493, 875]
- sb1-bid-id: Bid Identification No.: TENDER ONLINE SBPR- 10 OF 2025-26: [22, 1245, 243, 1255]
- list-item: 8. Name and Address of the Officer Inviting Bid : The Superintending Engineer, Public Health Division, Balangir, At/Po-Sakhipada, Bolangir, Pin-767001, Odisha, Phone:- 06652-234647, E-mail-eephbolangir@yahoo.co.in: [1147, 1358, 1480, 1386]
- color-registration-block: [717, 2394, 764, 2408]
- smartmeter-body: [1028, 178, 1500, 248]
- ps-footer: ବିସ୍ତୃତ ବିବରଣୀ ପାଇଁ କାର୍ଯ୍ୟାଳୟରେ ଯୋଗାଯୋଗ କରନ୍ତୁ ।: [893, 874, 1068, 884]
- kj1-th-5: Date & time of opening of tender in O/o. S.E.R.W. Division, Keonjhar: [705, 1070, 788, 1098]
- phb-signature: Sd/- Superintending Engineer, P.H. Division, Balasore: [1294, 1126, 1490, 1136]
- kb-header-2: ENGINEER-CUM-DEPUTY ELECTRICAL: [121, 793, 299, 804]
- ps-r5c5: ୨ ମାସ: [1040, 841, 1104, 852]
- blr-header-2: AT/PO- PADHUANPADA, BALASORE: [127, 1016, 292, 1027]
- color-registration-block: [48, 2394, 95, 2408]
- ps-r7c1: ବିଦ୍ୟାଳୟ ପାଚେରୀ: [831, 862, 903, 873]
- sb2-dated: No.4813 dated.29.10.2025: [529, 1235, 621, 1245]
- list-item: 5. Period and time of availability of bid document in the portal : 10.11.2025 at 11.00 A.M. to 19.11.2025 upto 5.00 P.M.: [409, 1300, 753, 1319]
- jl-header: e-Procurement Notice for Road Works Identification No.: [818, 1203, 1069, 1214]
- phb-td-7: dt.26.11.2025: [1294, 1072, 1349, 1098]
- list-item: 3. Estimated Cost : Varies from Rs.4.20 lakhs to Rs.20.20 lakhs: [35, 1287, 379, 1296]
